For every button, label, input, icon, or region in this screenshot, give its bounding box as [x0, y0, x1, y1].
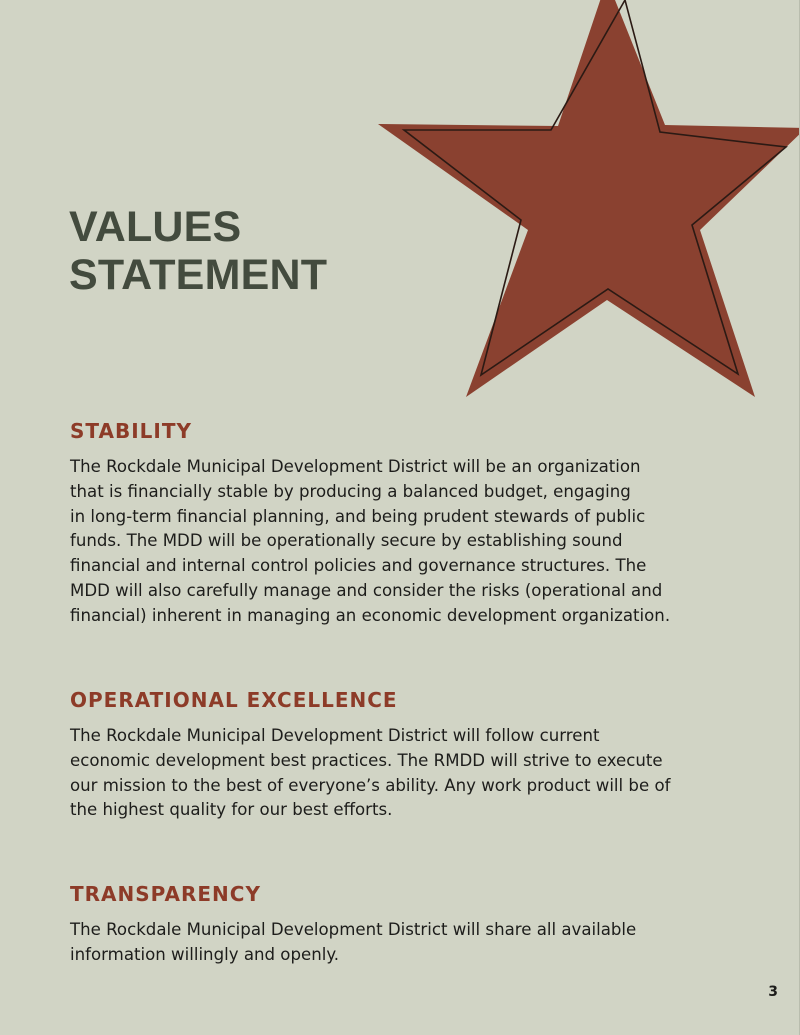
section-body — [70, 455, 750, 629]
body-line: MDD will also carefully manage and consider the risks (operational and — [70, 580, 663, 600]
section-heading: STABILITY — [70, 419, 192, 443]
body-line: The Rockdale Municipal Development District will be an organization — [70, 457, 641, 476]
body-line: our mission to the best of everyone’s ability. Any work product will be of — [70, 775, 671, 795]
title-line: STATEMENT — [69, 251, 328, 299]
body-line: the highest quality for our best efforts. — [70, 800, 393, 820]
body-line: The Rockdale Municipal Development District will follow current — [70, 726, 600, 745]
body-line: that is financially stable by producing a balanced budget, engaging — [70, 481, 631, 501]
body-line: The Rockdale Municipal Development District will share all available — [70, 920, 637, 939]
title-line: VALUES — [69, 203, 242, 251]
section-body — [70, 918, 750, 968]
page-number: 3 — [768, 984, 778, 1000]
body-line: in long-term financial planning, and being prudent stewards of public — [70, 506, 646, 526]
page-title — [69, 203, 327, 299]
section-operational-excellence — [70, 688, 750, 823]
section-body — [70, 724, 750, 823]
section-transparency — [70, 882, 750, 968]
body-line: funds. The MDD will be operationally secure by establishing sound — [70, 531, 623, 551]
body-line: information willingly and openly. — [70, 944, 340, 964]
star-shape — [378, 0, 800, 397]
section-heading: OPERATIONAL EXCELLENCE — [70, 688, 398, 712]
body-line: economic development best practices. The RMDD will strive to execute — [70, 750, 663, 770]
section-stability — [70, 419, 750, 629]
body-line: financial) inherent in managing an economic development organization. — [70, 605, 671, 625]
section-heading: TRANSPARENCY — [70, 882, 261, 906]
body-line: financial and internal control policies and governance structures. The — [70, 556, 647, 576]
